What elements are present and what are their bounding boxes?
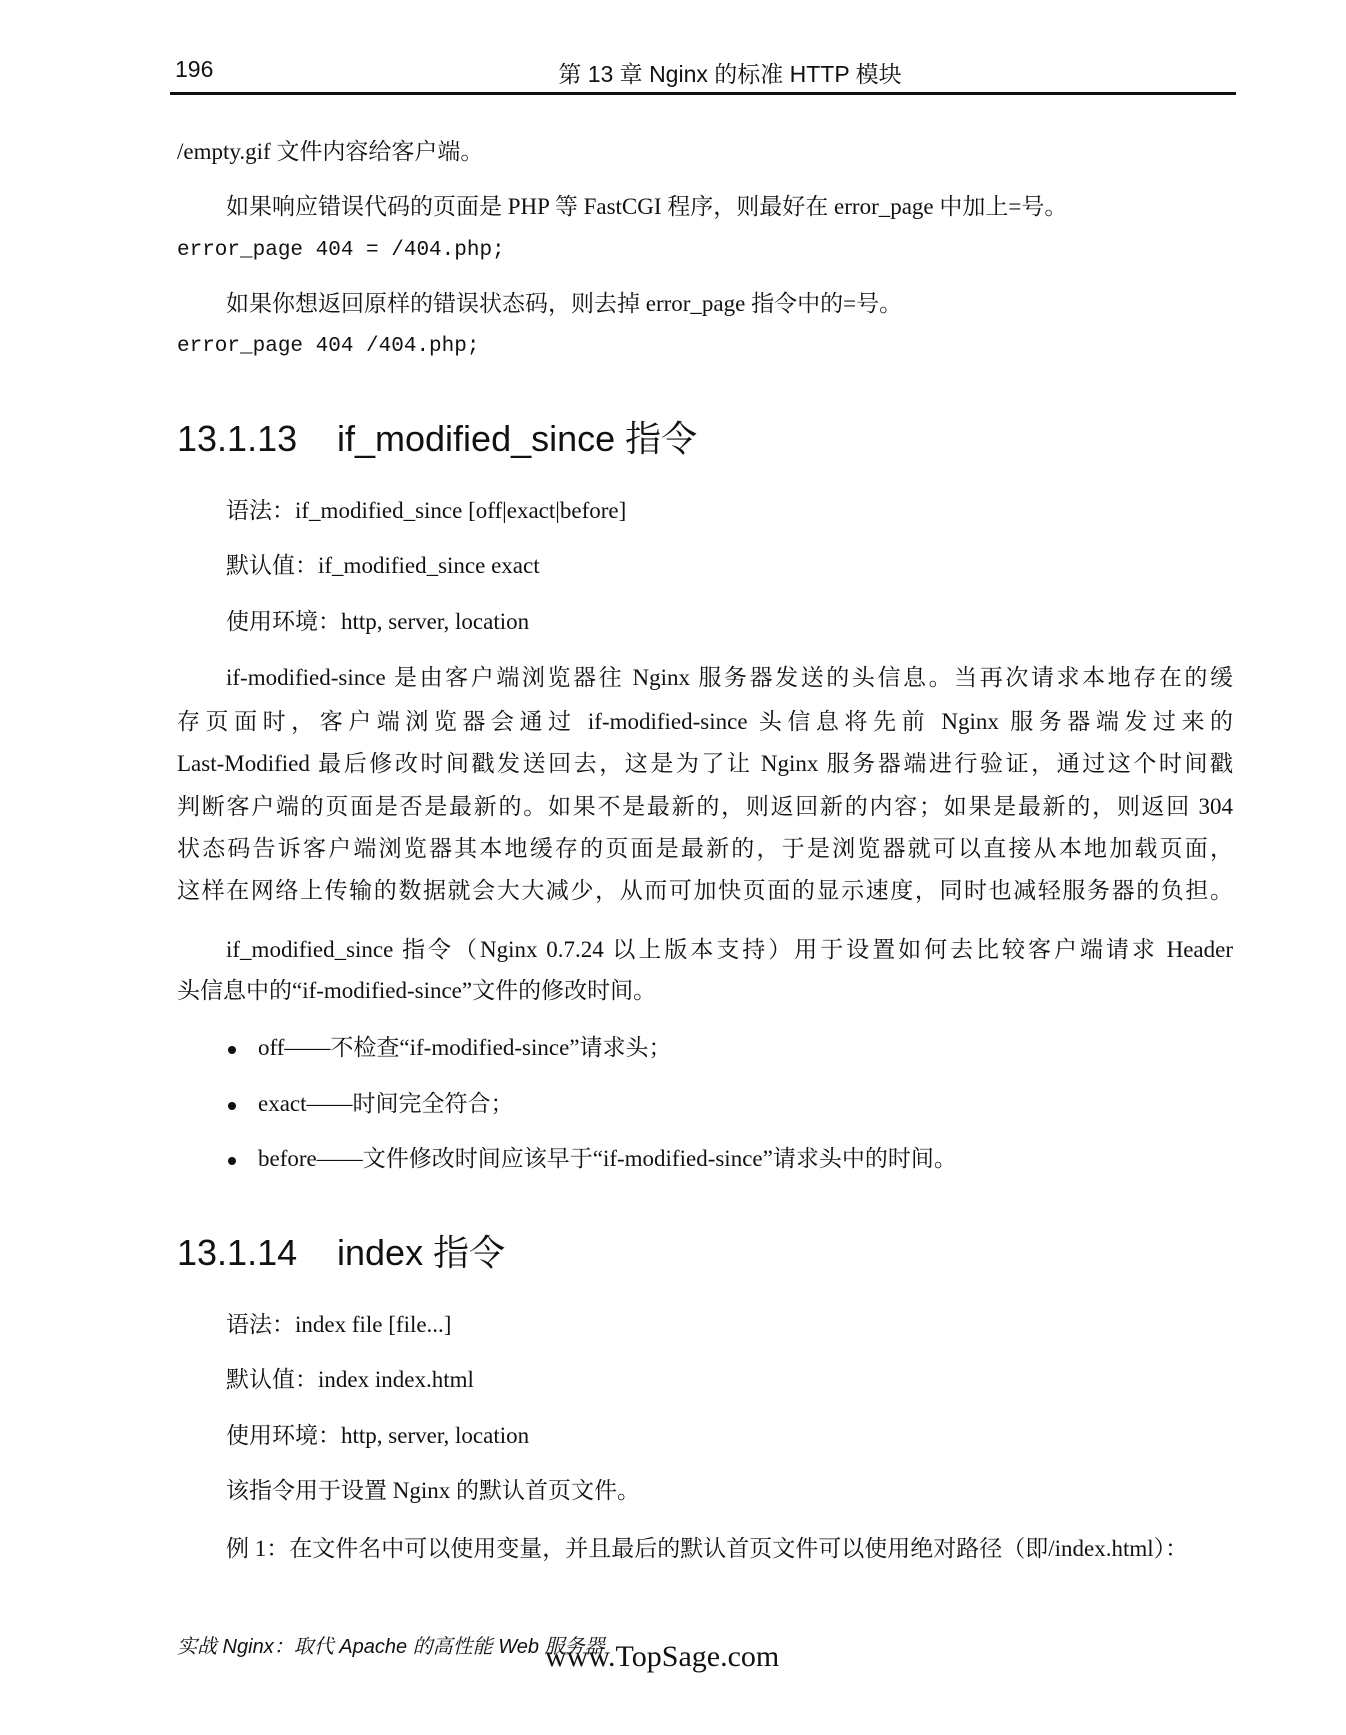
- bullet-text: exact——时间完全符合；: [258, 1091, 514, 1116]
- paragraph: 该指令用于设置 Nginx 的默认首页文件。: [226, 1478, 640, 1503]
- paragraph: 如果响应错误代码的页面是 PHP 等 FastCGI 程序，则最好在 error_page 中加上=号。: [226, 194, 1068, 219]
- bullet-item: [228, 1089, 514, 1119]
- bullet-item: [228, 1144, 957, 1174]
- page-number: 196: [175, 56, 214, 82]
- code-line: error_page 404 = /404.php;: [177, 239, 505, 262]
- syntax-line: 语法：if_modified_since [off|exact|before]: [226, 498, 627, 523]
- section-title: if_modified_since 指令: [337, 418, 698, 459]
- paragraph-line: 状态码告诉客户端浏览器其本地缓存的页面是最新的，于是浏览器就可以直接从本地加载页面，: [177, 836, 1233, 861]
- paragraph-line: 判断客户端的页面是否是最新的。如果不是最新的，则返回新的内容；如果是最新的，则返回 304: [177, 794, 1233, 819]
- bullet-icon: [228, 1046, 236, 1054]
- header-rule: [170, 92, 1236, 95]
- section-number: 13.1.13: [177, 418, 298, 459]
- context-line: 使用环境：http, server, location: [226, 1423, 530, 1448]
- paragraph: 如果你想返回原样的错误状态码，则去掉 error_page 指令中的=号。: [226, 291, 903, 316]
- example-line: 例 1：在文件名中可以使用变量，并且最后的默认首页文件可以使用绝对路径（即/index.html）：: [226, 1536, 1189, 1561]
- bullet-icon: [228, 1102, 236, 1110]
- section-title: index 指令: [337, 1232, 506, 1273]
- section-heading: [177, 418, 697, 460]
- bullet-text: before——文件修改时间应该早于“if-modified-since”请求头中的时间。: [258, 1146, 957, 1171]
- syntax-line: 语法：index file [file...]: [226, 1312, 452, 1337]
- footer-book-title: 实战 Nginx：取代 Apache 的高性能 Web 服务器: [177, 1636, 605, 1658]
- paragraph-line: if-modified-since 是由客户端浏览器往 Nginx 服务器发送的头信息。当再次请求本地存在的缓: [226, 665, 1233, 690]
- context-line: 使用环境：http, server, location: [226, 609, 530, 634]
- paragraph-line: 头信息中的“if-modified-since”文件的修改时间。: [177, 978, 657, 1003]
- paragraph-line: /empty.gif 文件内容给客户端。: [177, 139, 484, 164]
- watermark: www.TopSage.com: [545, 1640, 780, 1673]
- chapter-title: 第 13 章 Nginx 的标准 HTTP 模块: [558, 61, 902, 87]
- paragraph-line: 存页面时，客户端浏览器会通过 if-modified-since 头信息将先前 Nginx 服务器端发过来的: [177, 709, 1233, 734]
- section-number: 13.1.14: [177, 1232, 298, 1273]
- paragraph-line: 这样在网络上传输的数据就会大大减少，从而可加快页面的显示速度，同时也减轻服务器的负担。: [177, 878, 1233, 903]
- default-line: 默认值：index index.html: [226, 1367, 474, 1392]
- paragraph-line: Last-Modified 最后修改时间戳发送回去，这是为了让 Nginx 服务器端进行验证，通过这个时间戳: [177, 751, 1233, 776]
- bullet-text: off——不检查“if-modified-since”请求头；: [258, 1035, 672, 1060]
- section-heading: [177, 1232, 505, 1274]
- code-line: error_page 404 /404.php;: [177, 335, 480, 358]
- bullet-item: [228, 1033, 671, 1063]
- default-line: 默认值：if_modified_since exact: [226, 553, 540, 578]
- paragraph-line: if_modified_since 指令（Nginx 0.7.24 以上版本支持）用于设置如何去比较客户端请求 Header: [226, 937, 1233, 962]
- bullet-icon: [228, 1157, 236, 1165]
